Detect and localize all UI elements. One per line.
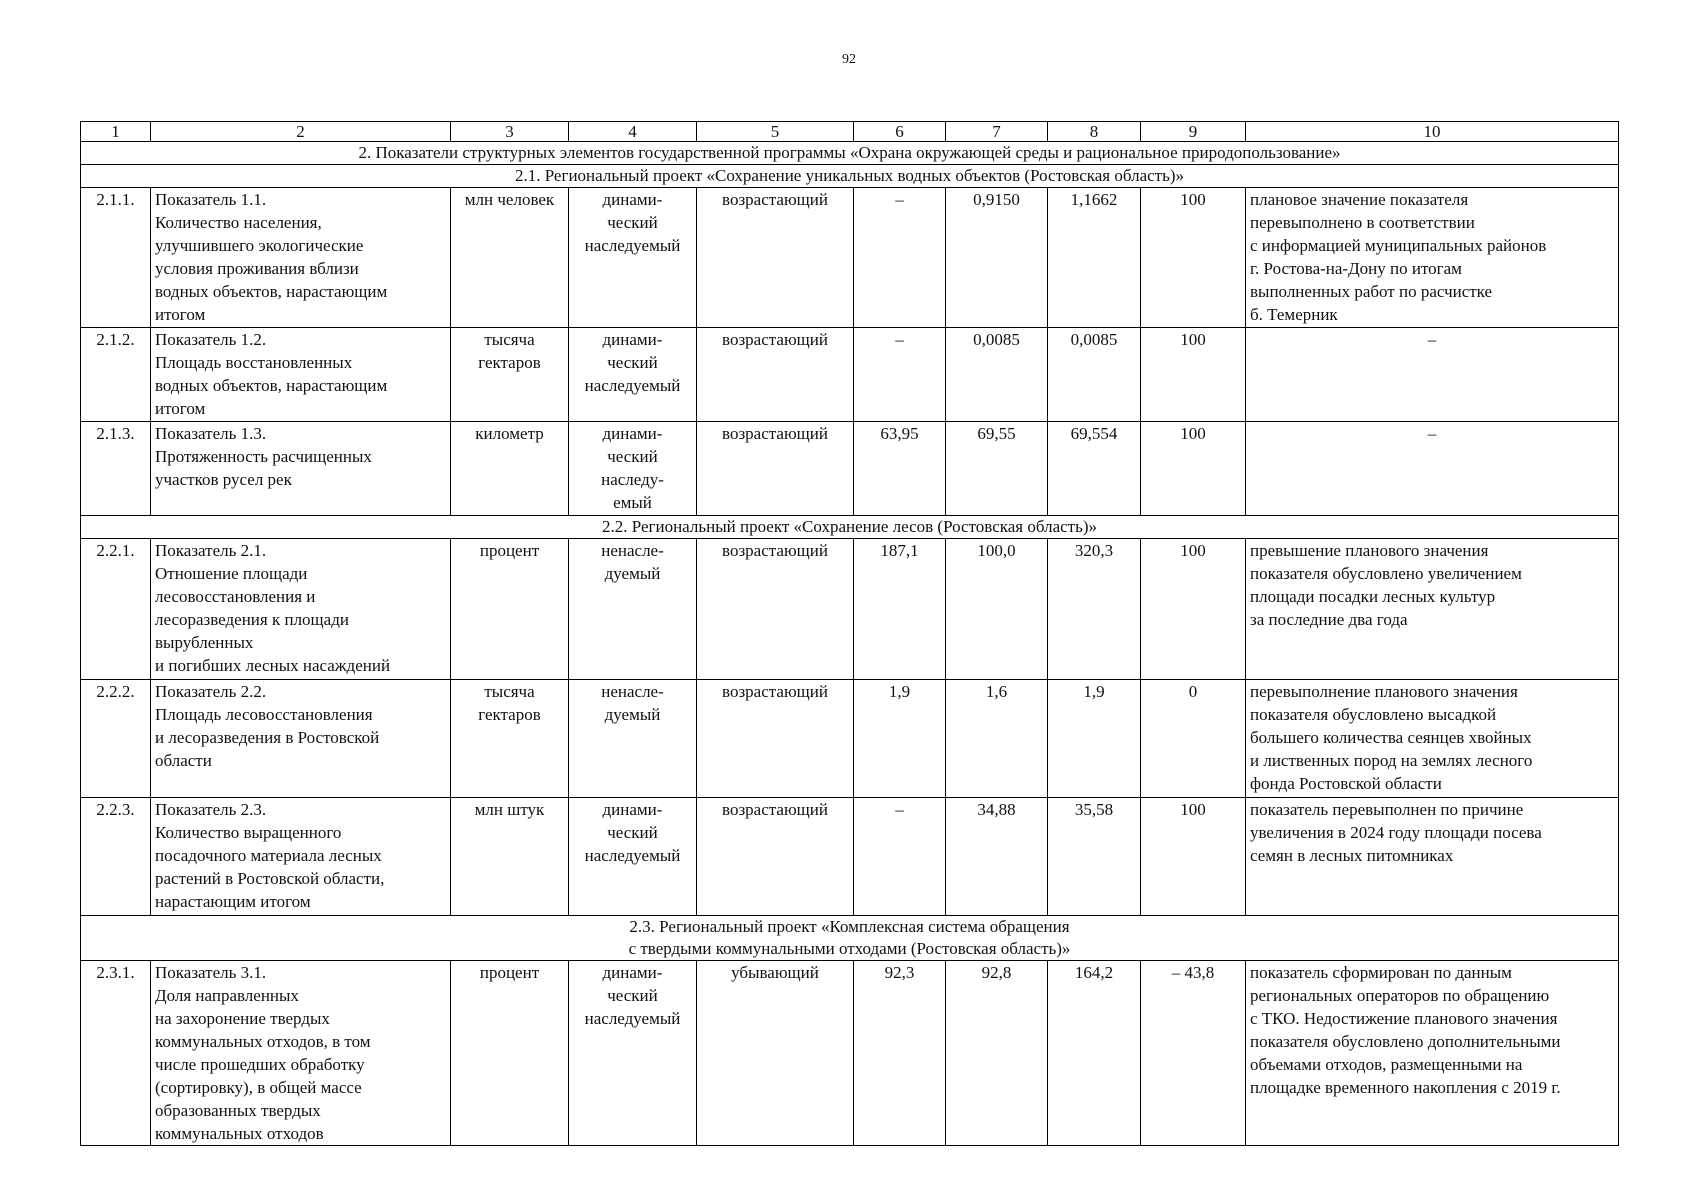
indicator-name-line: нарастающим итогом — [155, 892, 311, 911]
section-heading-2-3-line2: с твердыми коммунальными отходами (Ростовская область)» — [628, 939, 1071, 958]
type-line: ческий — [607, 986, 658, 1005]
column-header: 3 — [451, 122, 569, 142]
note-line: с информацией муниципальных районов — [1250, 236, 1547, 255]
section-heading-2: 2. Показатели структурных элементов государственной программы «Охрана окружающей среды и рациональное природопользование» — [81, 142, 1619, 165]
value-col7-cell: 0,9150 — [946, 188, 1048, 328]
section-row — [81, 142, 1619, 165]
value-col8-cell: 35,58 — [1048, 798, 1141, 916]
type-line: ческий — [607, 823, 658, 842]
indicator-name-line: улучшившего экологические — [155, 236, 364, 255]
direction-cell: возрастающий — [697, 422, 854, 516]
value-col8-cell: 1,9 — [1048, 680, 1141, 798]
note-line: с ТКО. Недостижение планового значения — [1250, 1009, 1558, 1028]
unit-cell — [451, 680, 569, 798]
type-line: наследуемый — [584, 376, 681, 395]
value-col9-cell: – 43,8 — [1141, 961, 1246, 1146]
indicator-name-line: Показатель 1.2. — [155, 330, 267, 349]
indicator-name-line: итогом — [155, 305, 206, 324]
unit-cell — [451, 539, 569, 680]
value-col7-cell: 69,55 — [946, 422, 1048, 516]
column-header: 5 — [697, 122, 854, 142]
table-row — [81, 961, 1619, 1146]
direction-cell: возрастающий — [697, 328, 854, 422]
column-number-row — [81, 122, 1619, 142]
direction-cell: возрастающий — [697, 188, 854, 328]
note-line: показатель сформирован по данным — [1250, 963, 1512, 982]
table-row — [81, 539, 1619, 680]
column-header: 6 — [854, 122, 946, 142]
note-line: фонда Ростовской области — [1250, 774, 1442, 793]
value-col6-cell: 63,95 — [854, 422, 946, 516]
value-col7-cell: 34,88 — [946, 798, 1048, 916]
type-cell — [569, 188, 697, 328]
type-line: ненасле- — [601, 541, 664, 560]
indicator-name-line: Показатель 1.3. — [155, 424, 267, 443]
value-col6-cell: 92,3 — [854, 961, 946, 1146]
indicator-name-line: лесоразведения к площади — [155, 610, 349, 629]
type-line: дуемый — [604, 705, 661, 724]
type-line: ческий — [607, 353, 658, 372]
unit-line: процент — [479, 541, 540, 560]
indicator-name-line: Количество населения, — [155, 213, 322, 232]
unit-cell — [451, 798, 569, 916]
note-cell — [1246, 328, 1619, 422]
unit-line: гектаров — [478, 353, 541, 372]
indicator-name-line: вырубленных — [155, 633, 254, 652]
column-header: 10 — [1246, 122, 1619, 142]
table-row — [81, 188, 1619, 328]
direction-cell: возрастающий — [697, 539, 854, 680]
unit-line: гектаров — [478, 705, 541, 724]
row-number-cell: 2.1.3. — [81, 422, 151, 516]
indicator-name-line: итогом — [155, 399, 206, 418]
indicator-name-cell — [151, 961, 451, 1146]
row-number-cell: 2.2.3. — [81, 798, 151, 916]
indicator-name-line: Показатель 2.2. — [155, 682, 267, 701]
value-col9-cell: 100 — [1141, 188, 1246, 328]
section-row — [81, 916, 1619, 961]
unit-cell — [451, 961, 569, 1146]
section-heading-2-3 — [81, 916, 1619, 961]
column-header: 9 — [1141, 122, 1246, 142]
note-line: семян в лесных питомниках — [1250, 846, 1454, 865]
row-number-cell: 2.1.1. — [81, 188, 151, 328]
note-line: б. Темерник — [1250, 305, 1338, 324]
direction-cell: возрастающий — [697, 798, 854, 916]
section-heading-2-1: 2.1. Региональный проект «Сохранение уникальных водных объектов (Ростовская область)» — [81, 165, 1619, 188]
indicator-name-line: Отношение площади — [155, 564, 308, 583]
indicator-name-line: Протяженность расчищенных — [155, 447, 372, 466]
indicator-name-line: водных объектов, нарастающим — [155, 376, 388, 395]
type-line: наследу- — [601, 470, 664, 489]
unit-line: млн человек — [464, 190, 555, 209]
value-col9-cell: 100 — [1141, 798, 1246, 916]
indicator-name-line: Показатель 1.1. — [155, 190, 267, 209]
note-line: показателя обусловлено высадкой — [1250, 705, 1497, 724]
type-line: динами- — [602, 190, 663, 209]
type-line: наследуемый — [584, 236, 681, 255]
indicator-name-line: Показатель 2.3. — [155, 800, 267, 819]
type-line: динами- — [602, 330, 663, 349]
unit-line: тысяча — [484, 682, 535, 701]
note-line: – — [1427, 424, 1437, 443]
note-line: большего количества сеянцев хвойных — [1250, 728, 1532, 747]
value-col6-cell: – — [854, 328, 946, 422]
indicator-name-line: коммунальных отходов — [155, 1124, 324, 1143]
column-header: 8 — [1048, 122, 1141, 142]
note-line: площади посадки лесных культур — [1250, 587, 1496, 606]
value-col9-cell: 100 — [1141, 328, 1246, 422]
type-line: динами- — [602, 963, 663, 982]
value-col7-cell: 0,0085 — [946, 328, 1048, 422]
indicator-name-cell — [151, 328, 451, 422]
indicators-table — [80, 121, 1619, 1146]
unit-line: процент — [479, 963, 540, 982]
indicator-name-line: коммунальных отходов, в том — [155, 1032, 371, 1051]
row-number-cell: 2.3.1. — [81, 961, 151, 1146]
note-line: г. Ростова-на-Дону по итогам — [1250, 259, 1462, 278]
indicator-name-line: участков русел рек — [155, 470, 292, 489]
value-col7-cell: 1,6 — [946, 680, 1048, 798]
value-col8-cell: 69,554 — [1048, 422, 1141, 516]
note-cell — [1246, 422, 1619, 516]
value-col6-cell: – — [854, 798, 946, 916]
indicator-name-line: Площадь лесовосстановления — [155, 705, 373, 724]
note-line: объемами отходов, размещенными на — [1250, 1055, 1523, 1074]
section-heading-2-2: 2.2. Региональный проект «Сохранение лесов (Ростовская область)» — [81, 516, 1619, 539]
note-cell — [1246, 680, 1619, 798]
value-col9-cell: 0 — [1141, 680, 1246, 798]
table-row — [81, 328, 1619, 422]
indicator-name-line: и лесоразведения в Ростовской — [155, 728, 380, 747]
indicator-name-line: лесовосстановления и — [155, 587, 316, 606]
note-line: и лиственных пород на землях лесного — [1250, 751, 1533, 770]
column-header: 7 — [946, 122, 1048, 142]
type-cell — [569, 422, 697, 516]
type-line: емый — [613, 493, 652, 512]
indicator-name-line: посадочного материала лесных — [155, 846, 382, 865]
indicator-name-line: условия проживания вблизи — [155, 259, 359, 278]
unit-cell — [451, 328, 569, 422]
note-line: выполненных работ по расчистке — [1250, 282, 1493, 301]
note-cell — [1246, 798, 1619, 916]
value-col6-cell: 187,1 — [854, 539, 946, 680]
indicator-name-line: на захоронение твердых — [155, 1009, 330, 1028]
indicator-name-line: числе прошедших обработку — [155, 1055, 365, 1074]
unit-cell — [451, 188, 569, 328]
note-line: показатель перевыполнен по причине — [1250, 800, 1524, 819]
note-line: – — [1427, 330, 1437, 349]
type-cell — [569, 680, 697, 798]
indicator-name-line: (сортировку), в общей массе — [155, 1078, 362, 1097]
note-line: за последние два года — [1250, 610, 1408, 629]
indicator-name-cell — [151, 539, 451, 680]
column-header: 1 — [81, 122, 151, 142]
row-number-cell: 2.1.2. — [81, 328, 151, 422]
unit-line: млн штук — [474, 800, 545, 819]
note-line: перевыполнение планового значения — [1250, 682, 1518, 701]
value-col8-cell: 164,2 — [1048, 961, 1141, 1146]
value-col9-cell: 100 — [1141, 422, 1246, 516]
type-line: ческий — [607, 447, 658, 466]
direction-cell: возрастающий — [697, 680, 854, 798]
indicator-name-line: Количество выращенного — [155, 823, 342, 842]
type-line: ненасле- — [601, 682, 664, 701]
unit-line: тысяча — [484, 330, 535, 349]
note-cell — [1246, 539, 1619, 680]
indicator-name-line: области — [155, 751, 212, 770]
note-line: плановое значение показателя — [1250, 190, 1469, 209]
column-header: 4 — [569, 122, 697, 142]
unit-line: километр — [475, 424, 544, 443]
note-cell — [1246, 188, 1619, 328]
type-cell — [569, 798, 697, 916]
section-row — [81, 165, 1619, 188]
unit-cell — [451, 422, 569, 516]
note-line: перевыполнено в соответствии — [1250, 213, 1475, 232]
indicator-name-line: Площадь восстановленных — [155, 353, 353, 372]
note-line: региональных операторов по обращению — [1250, 986, 1550, 1005]
column-header: 2 — [151, 122, 451, 142]
indicator-name-line: и погибших лесных насаждений — [155, 656, 391, 675]
page-number: 92 — [842, 52, 856, 67]
indicator-name-line: Показатель 2.1. — [155, 541, 267, 560]
note-line: показателя обусловлено дополнительными — [1250, 1032, 1561, 1051]
indicator-name-line: растений в Ростовской области, — [155, 869, 385, 888]
note-line: показателя обусловлено увеличением — [1250, 564, 1522, 583]
note-line: площадке временного накопления с 2019 г. — [1250, 1078, 1561, 1097]
table-row — [81, 680, 1619, 798]
note-cell — [1246, 961, 1619, 1146]
value-col7-cell: 100,0 — [946, 539, 1048, 680]
indicator-name-cell — [151, 680, 451, 798]
value-col7-cell: 92,8 — [946, 961, 1048, 1146]
type-cell — [569, 539, 697, 680]
type-line: наследуемый — [584, 846, 681, 865]
type-line: дуемый — [604, 564, 661, 583]
indicator-name-line: Показатель 3.1. — [155, 963, 267, 982]
section-row — [81, 516, 1619, 539]
table-row — [81, 422, 1619, 516]
type-cell — [569, 328, 697, 422]
note-line: превышение планового значения — [1250, 541, 1489, 560]
type-line: наследуемый — [584, 1009, 681, 1028]
value-col8-cell: 0,0085 — [1048, 328, 1141, 422]
indicator-name-cell — [151, 422, 451, 516]
indicator-name-cell — [151, 798, 451, 916]
type-line: ческий — [607, 213, 658, 232]
type-cell — [569, 961, 697, 1146]
note-line: увеличения в 2024 году площади посева — [1250, 823, 1542, 842]
direction-cell: убывающий — [697, 961, 854, 1146]
row-number-cell: 2.2.2. — [81, 680, 151, 798]
value-col9-cell: 100 — [1141, 539, 1246, 680]
value-col8-cell: 1,1662 — [1048, 188, 1141, 328]
value-col8-cell: 320,3 — [1048, 539, 1141, 680]
value-col6-cell: 1,9 — [854, 680, 946, 798]
table-row — [81, 798, 1619, 916]
indicator-name-line: водных объектов, нарастающим — [155, 282, 388, 301]
indicator-name-line: Доля направленных — [155, 986, 299, 1005]
section-heading-2-3-line1: 2.3. Региональный проект «Комплексная система обращения — [629, 917, 1070, 936]
type-line: динами- — [602, 424, 663, 443]
type-line: динами- — [602, 800, 663, 819]
indicator-name-cell — [151, 188, 451, 328]
indicator-name-line: образованных твердых — [155, 1101, 321, 1120]
row-number-cell: 2.2.1. — [81, 539, 151, 680]
value-col6-cell: – — [854, 188, 946, 328]
